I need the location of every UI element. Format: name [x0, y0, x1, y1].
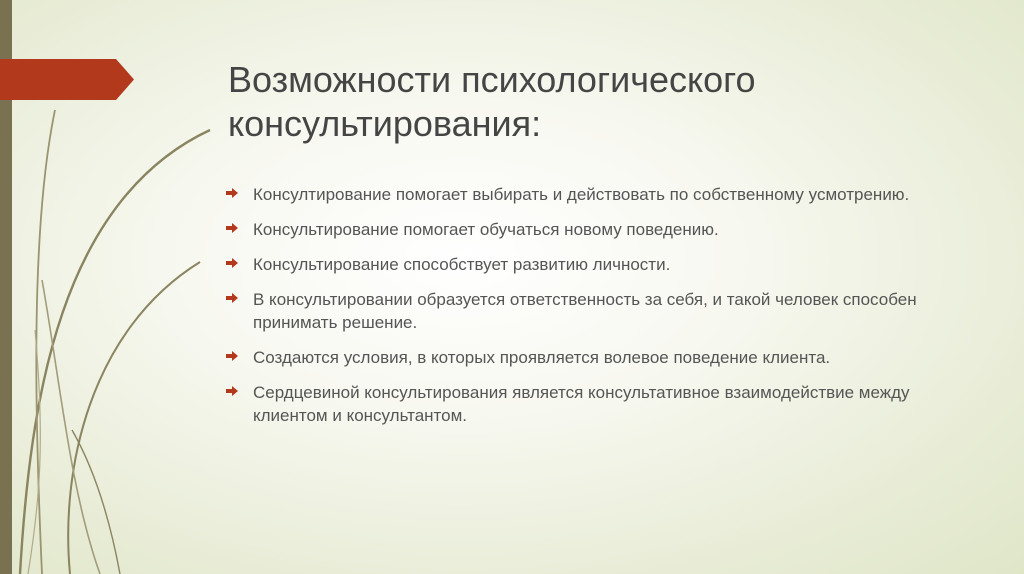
arrow-right-icon	[226, 257, 239, 269]
arrow-right-icon	[226, 350, 239, 362]
bullet-item	[226, 253, 926, 276]
bullet-item	[226, 381, 926, 427]
title-accent-tab	[0, 59, 134, 100]
bullet-list	[226, 183, 926, 439]
arrow-right-icon	[226, 187, 239, 199]
slide-title: Возможности психологического консультирования:	[228, 59, 756, 144]
bullet-item	[226, 346, 926, 369]
arrow-right-icon	[226, 222, 239, 234]
bullet-item	[226, 218, 926, 241]
bullet-text: В консультировании образуется ответственность за себя, и такой человек способен принимать решение.	[253, 290, 917, 332]
bullet-text: Консултирование помогает выбирать и действовать по собственному усмотрению.	[253, 185, 910, 204]
arrow-right-icon	[226, 292, 239, 304]
arrow-right-icon	[226, 385, 239, 397]
bullet-text: Создаются условия, в которых проявляется волевое поведение клиента.	[253, 348, 831, 367]
bullet-text: Консультирование помогает обучаться новому поведению.	[253, 220, 719, 239]
bullet-text: Консультирование способствует развитию личности.	[253, 255, 671, 274]
bullet-item	[226, 183, 926, 206]
bullet-item	[226, 288, 926, 334]
bullet-text: Сердцевиной консультирования является консультативное взаимодействие между клиентом и консультантом.	[253, 383, 910, 425]
